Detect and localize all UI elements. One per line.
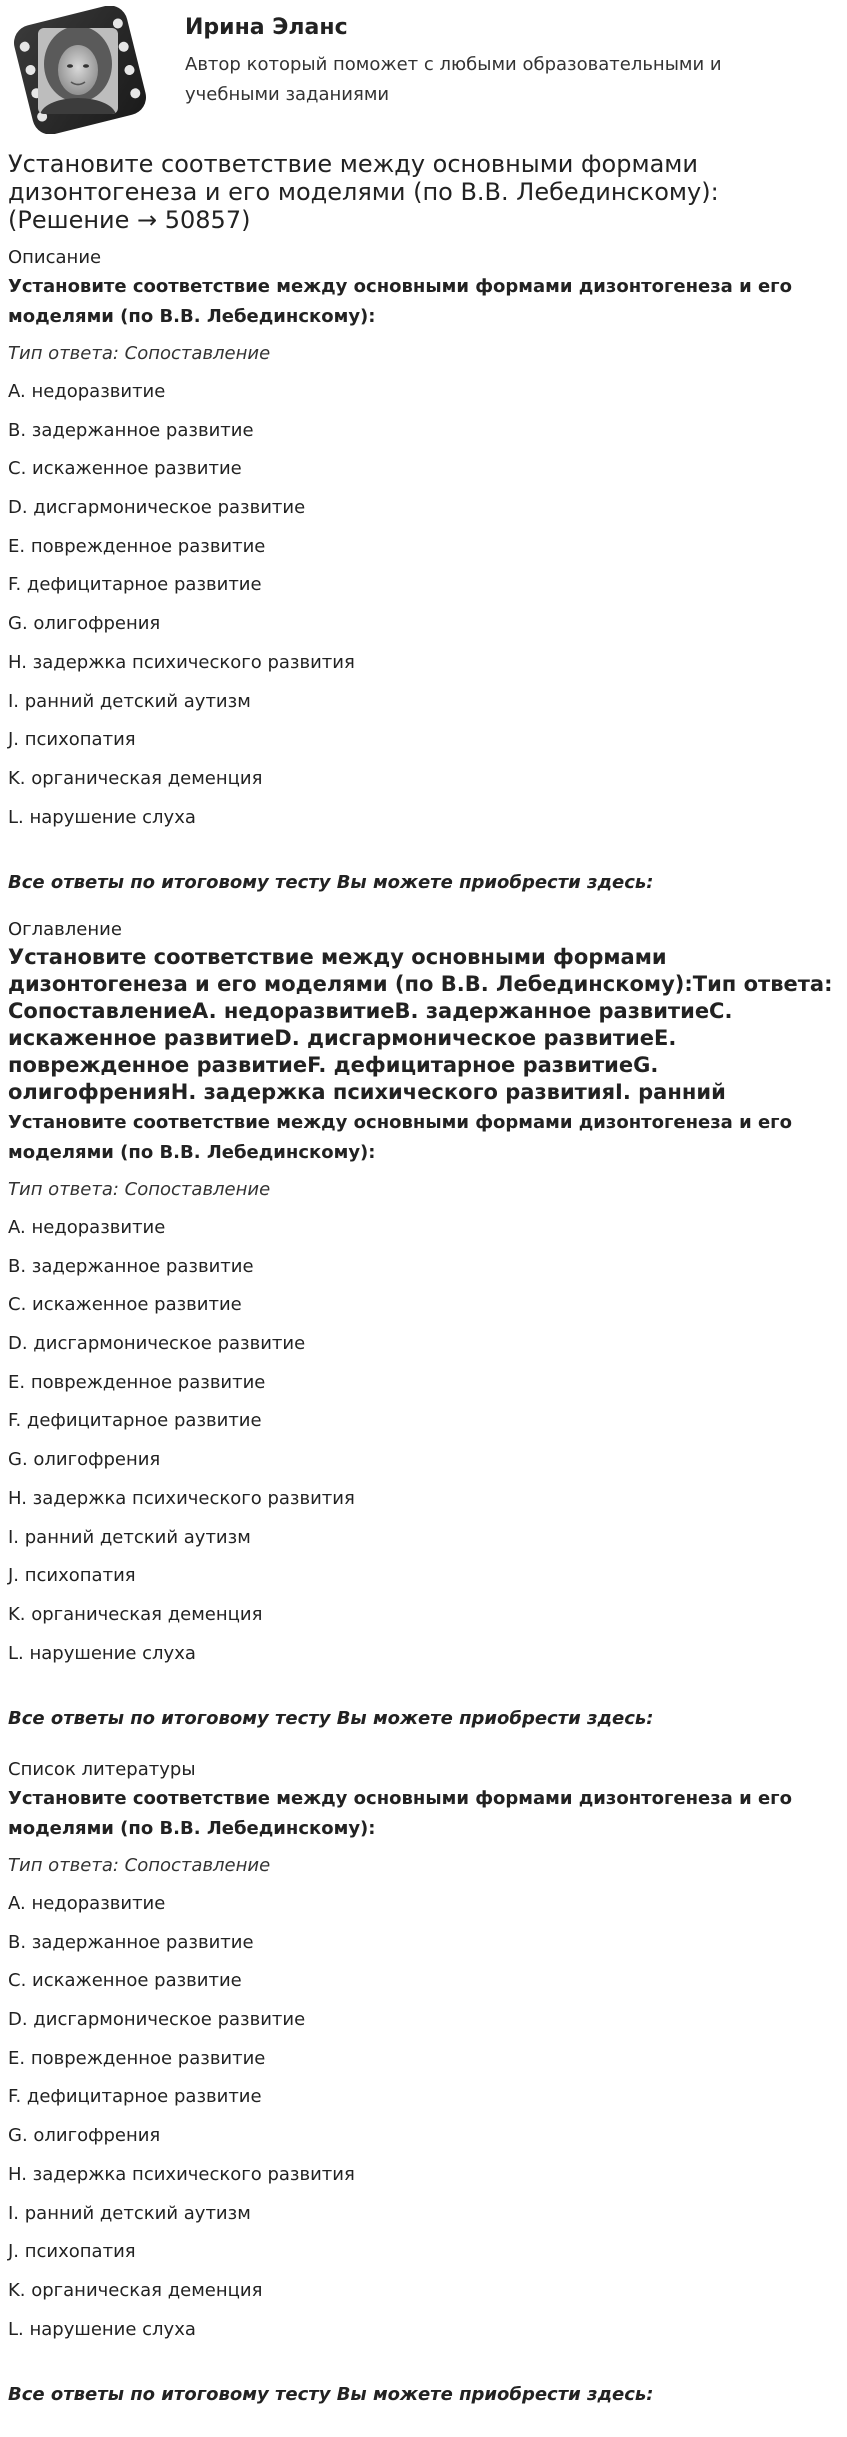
options-list xyxy=(8,1214,839,1678)
all-answers-link[interactable]: Все ответы по итоговому тесту Вы можете приобрести здесь: xyxy=(8,872,654,894)
list-item: G. олигофрения xyxy=(8,1449,161,1471)
list-item: E. поврежденное развитие xyxy=(8,1371,266,1393)
list-item: A. недоразвитие xyxy=(8,1217,166,1238)
list-item: D. дисгармоническое развитие xyxy=(8,2009,306,2031)
toc-section xyxy=(8,918,839,1733)
toc-label: Оглавление xyxy=(8,919,122,940)
list-item: A. недоразвитие xyxy=(8,381,166,402)
list-item: F. дефицитарное развитие xyxy=(8,574,262,596)
author-name[interactable]: Ирина Эланс xyxy=(185,15,348,40)
question-title: Установите соответствие между основными формами дизонтогенеза и его моделями (по В.В. Лебединскому): xyxy=(8,276,792,327)
list-item: L. нарушение слуха xyxy=(8,806,196,828)
description-label: Описание xyxy=(8,247,102,268)
list-item: C. искаженное развитие xyxy=(8,1970,242,1992)
list-item: B. задержанное развитие xyxy=(8,1931,254,1953)
options-list xyxy=(8,1890,839,2354)
list-item: C. искаженное развитие xyxy=(8,1294,242,1316)
author-description: Автор который поможет с любыми образовательными и учебными заданиями xyxy=(185,54,722,105)
list-item: L. нарушение слуха xyxy=(8,1642,196,1664)
answer-type: Тип ответа: Сопоставление xyxy=(8,1179,271,1200)
literature-label: Список литературы xyxy=(8,1759,196,1780)
list-item: H. задержка психического развития xyxy=(8,1487,355,1509)
list-item: B. задержанное развитие xyxy=(8,1255,254,1277)
list-item: H. задержка психического развития xyxy=(8,651,355,673)
list-item: J. психопатия xyxy=(8,729,136,751)
all-answers-link[interactable]: Все ответы по итоговому тесту Вы можете приобрести здесь: xyxy=(8,1708,654,1730)
answer-type: Тип ответа: Сопоставление xyxy=(8,1855,271,1876)
author-card xyxy=(8,6,838,134)
list-item: K. органическая деменция xyxy=(8,1603,263,1625)
list-item: F. дефицитарное развитие xyxy=(8,2086,262,2108)
literature-section xyxy=(8,1758,839,2409)
list-item: K. органическая деменция xyxy=(8,2279,263,2301)
answer-type: Тип ответа: Сопоставление xyxy=(8,343,271,364)
author-avatar[interactable] xyxy=(8,6,153,134)
list-item: D. дисгармоническое развитие xyxy=(8,1333,306,1355)
options-list xyxy=(8,378,839,842)
question-title: Установите соответствие между основными формами дизонтогенеза и его моделями (по В.В. Лебединскому): xyxy=(8,1788,792,1839)
list-item: I. ранний детский аутизм xyxy=(8,1526,251,1548)
list-item: L. нарушение слуха xyxy=(8,2318,196,2340)
list-item: K. органическая деменция xyxy=(8,767,263,789)
page-title: Установите соответствие между основными формами дизонтогенеза и его моделями (по В.В. Лебединскому): (Решение → 50857) xyxy=(8,150,719,234)
list-item: A. недоразвитие xyxy=(8,1893,166,1914)
question-title: Установите соответствие между основными формами дизонтогенеза и его моделями (по В.В. Лебединскому): xyxy=(8,1112,792,1163)
list-item: B. задержанное развитие xyxy=(8,419,254,441)
list-item: D. дисгармоническое развитие xyxy=(8,497,306,519)
avatar-film-frame-icon xyxy=(8,6,153,134)
toc-text: Установите соответствие между основными формами дизонтогенеза и его моделями (по В.В. Лебединскому):Тип ответа: СопоставлениеA. недоразвитиеB. задержанное развитиеC. искаженное развитиеD. дисгармоническое развитиеE. поврежденное развитиеF. дефицитарное развитиеG. олигофренияH. задержка психического развитияI. ранний xyxy=(8,945,833,1104)
description-section xyxy=(8,246,839,897)
list-item: I. ранний детский аутизм xyxy=(8,690,251,712)
all-answers-link[interactable]: Все ответы по итоговому тесту Вы можете приобрести здесь: xyxy=(8,2384,654,2406)
list-item: H. задержка психического развития xyxy=(8,2163,355,2185)
list-item: E. поврежденное развитие xyxy=(8,535,266,557)
list-item: G. олигофрения xyxy=(8,613,161,635)
list-item: E. поврежденное развитие xyxy=(8,2047,266,2069)
list-item: G. олигофрения xyxy=(8,2125,161,2147)
list-item: C. искаженное развитие xyxy=(8,458,242,480)
list-item: I. ранний детский аутизм xyxy=(8,2202,251,2224)
list-item: J. психопатия xyxy=(8,1565,136,1587)
list-item: J. психопатия xyxy=(8,2241,136,2263)
list-item: F. дефицитарное развитие xyxy=(8,1410,262,1432)
